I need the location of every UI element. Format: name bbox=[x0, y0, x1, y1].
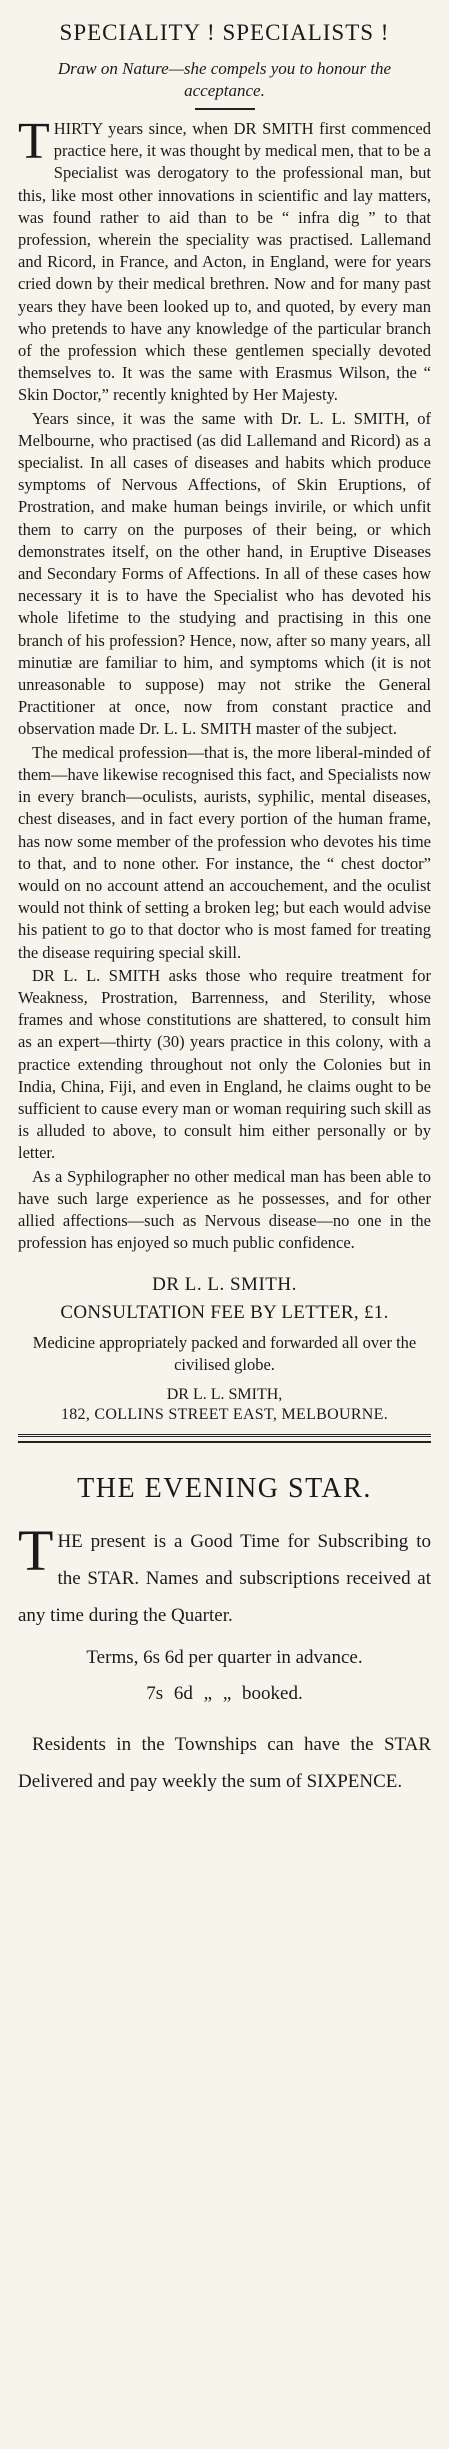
star-paragraph-1-text: HE present is a Good Time for Subscribing to the STAR. Names and subscriptions received at any time during the Quarter. bbox=[18, 1531, 431, 1627]
speciality-subtitle: Draw on Nature—she compels you to honour the acceptance. bbox=[57, 59, 392, 100]
speciality-title: SPECIALITY ! SPECIALISTS ! bbox=[59, 20, 390, 45]
speciality-paragraph-4: DR L. L. SMITH asks those who require treatment for Weakness, Prostration, Barrenness, and Sterility, whose frames and whose constitutions are shattered, to consult him as an expert—thirty (30) years practice in this colony, with a practice extending throughout not only the Colonies but in India, China, Fiji, and even in England, he claims ought to be sufficient to cause every man or woman requiring such skill as is alluded to above, to consult him either personally or by letter. bbox=[18, 965, 431, 1163]
speciality-paragraph-3: The medical profession—that is, the more liberal-minded of them—have likewise recognised this fact, and Specialists now in every branch—oculists, aurists, syphilic, mental diseases, chest diseases, and in fact every portion of the human frame, has now some member of the profession who devotes his time to that, and to none other. For instance, the “ chest doctor” would on no account attend an accouchement, and the oculist would not think of setting a broken leg; but each would advise his patient to go to that doctor who is most famed for treating the disease requiring special skill. bbox=[18, 742, 431, 962]
evening-star-paragraph-2: Residents in the Townships can have the STAR Delivered and pay weekly the sum of SIXPENCE. bbox=[18, 1734, 431, 1793]
paragraph-1-text: HIRTY years since, when DR SMITH first commenced practice here, it was thought by medical men, that to be a Specialist was derogatory to the professional man, but this, like most other innovations in scientific and lay matters, was found rather to aid than to be “ infra dig ” to that profession, wherein the speciality was practised. Lallemand and Ricord, in France, and Acton, in England, were for years cried down by their medical brethren. Now and for many past years they have been looked up to, and quoted, by every man who pretends to have any knowledge of the particular branch of the profession which these gentlemen specially devoted themselves to. It was the same with Erasmus Wilson, the “ Skin Doctor,” recently knighted by Her Majesty. bbox=[18, 119, 431, 405]
fee-note: Medicine appropriately packed and forwarded all over the civilised globe. bbox=[32, 1333, 417, 1375]
speciality-paragraph-1 bbox=[18, 113, 431, 407]
short-divider bbox=[195, 108, 255, 110]
dropcap-letter: T bbox=[18, 113, 50, 170]
dropcap-letter: T bbox=[18, 1518, 54, 1584]
speciality-paragraph-5: As a Syphilographer no other medical man has been able to have such large experience as he possesses, and for other allied affections—such as Nervous disease—no one in the profession has enjoyed so much public confidence. bbox=[18, 1166, 431, 1253]
doctor-signature: DR L. L. SMITH. bbox=[152, 1274, 297, 1296]
section-divider-thin bbox=[18, 1441, 431, 1443]
doctor-name: DR L. L. SMITH, bbox=[166, 1386, 283, 1404]
evening-star-notice bbox=[18, 1473, 431, 1800]
section-divider bbox=[18, 1434, 431, 1437]
evening-star-paragraph-1 bbox=[18, 1518, 431, 1634]
consultation-fee: CONSULTATION FEE BY LETTER, £1. bbox=[60, 1302, 389, 1324]
speciality-advertisement bbox=[18, 20, 431, 1424]
terms-booked: 7s 6d „ „ booked. bbox=[146, 1683, 303, 1705]
evening-star-title: THE EVENING STAR. bbox=[77, 1473, 372, 1505]
doctor-address: 182, COLLINS STREET EAST, MELBOURNE. bbox=[60, 1406, 389, 1424]
terms-advance: Terms, 6s 6d per quarter in advance. bbox=[86, 1647, 363, 1669]
speciality-paragraph-2: Years since, it was the same with Dr. L. L. SMITH, of Melbourne, who practised (as did Lallemand and Ricord) as a specialist. In all cases of diseases and habits which produce symptoms of Nervous Affections, of Skin Eruptions, of Prostration, and make human beings invirile, or which unfit them to carry on the purposes of their being, or which demonstrates itself, on the other hand, in Eruptive Diseases and Secondary Forms of Affections. In all of these cases how necessary it is to have the Specialist who has devoted his whole lifetime to the studying and practising in this one branch of his profession? Hence, now, after so many years, all minutiæ are familiar to him, and symptoms which (it is not unreasonable to suppose) may not strike the General Practitioner at once, now from constant practice and observation made Dr. L. L. SMITH master of the subject. bbox=[18, 408, 431, 739]
